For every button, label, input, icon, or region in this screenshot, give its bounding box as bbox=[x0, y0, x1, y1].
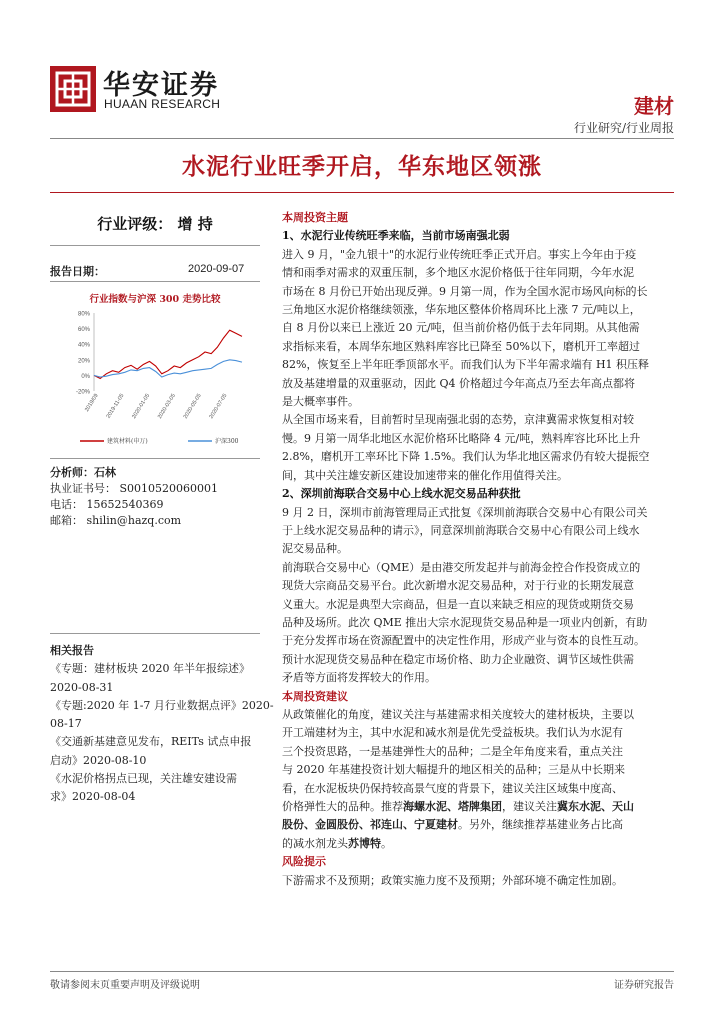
section-heading-investment-advice: 本周投资建议 bbox=[282, 689, 348, 703]
text-line: 情和雨季对需求的双重压制，多个地区水泥价格低于往年同期，今年水泥 bbox=[282, 266, 634, 280]
y-tick-label: 40% bbox=[77, 342, 90, 349]
x-tick-label: 2020-01-05 bbox=[131, 392, 152, 420]
subheading-cement-season: 1、水泥行业传统旺季来临，当前市场南强北弱 bbox=[282, 229, 510, 243]
text-line: 从政策催化的角度，建议关注与基建需求相关度较大的建材板块，主要以 bbox=[282, 707, 634, 721]
paragraph-qme-approval bbox=[282, 504, 660, 559]
analyst-divider bbox=[50, 633, 260, 634]
date-divider bbox=[50, 281, 260, 282]
text-line: 泥交易品种。 bbox=[282, 542, 348, 556]
x-tick-label: 2020-03-05 bbox=[156, 392, 177, 420]
related-reports-heading: 相关报告 bbox=[50, 644, 94, 657]
y-tick-label: 0% bbox=[81, 373, 90, 380]
legend-label: 建筑材料(申万) bbox=[107, 438, 148, 445]
chart-title: 行业指数与沪深 300 走势比较 bbox=[89, 294, 221, 305]
x-tick-label: 2019-11-05 bbox=[105, 392, 126, 420]
text-segment: 价格弹性大的品种。 bbox=[282, 800, 381, 813]
text-line: 与 2020 年基建投资计划大幅提升的地区相关的品种；三是从中长期来 bbox=[282, 763, 625, 777]
paragraph-investment-advice bbox=[282, 706, 660, 853]
text-segment: 。 bbox=[381, 836, 392, 850]
related-report-line[interactable]: 《水泥价格拐点已现，关注雄安建设需 bbox=[50, 772, 237, 786]
related-reports bbox=[50, 642, 272, 807]
admixture-leader: 苏博特 bbox=[348, 836, 381, 850]
sector-label: 建材 bbox=[634, 94, 674, 118]
report-type: 行业研究/行业周报 bbox=[573, 121, 674, 135]
text-line-admixture bbox=[282, 835, 660, 853]
logo-text-cn: 华安证券 bbox=[103, 70, 219, 101]
text-line: 于上线水泥交易品种的请示》，同意深圳前海联合交易中心有限公司上线水 bbox=[282, 523, 640, 537]
section-heading-investment-theme: 本周投资主题 bbox=[282, 211, 348, 224]
analyst-name: 分析师：石林 bbox=[50, 466, 116, 479]
y-tick-label: 80% bbox=[77, 311, 90, 318]
section-heading-risk: 风险提示 bbox=[282, 855, 326, 869]
header-divider bbox=[50, 138, 674, 139]
rating-divider bbox=[50, 245, 260, 246]
text-line: 看，在水泥板块仍保持较高景气度的背景下，建议关注区域集中度高、 bbox=[282, 781, 623, 795]
logo-mark-icon bbox=[50, 66, 96, 112]
text-line: 三角地区水泥价格继续领涨，华东地区整体价格周环比上涨 7 元/吨以上， bbox=[282, 303, 641, 317]
text-line: 慢。9 月第一周华北地区水泥价格环比略降 4 元/吨，熟料库容比环比上升 bbox=[282, 431, 641, 445]
subheading-qme: 2、深圳前海联合交易中心上线水泥交易品种获批 bbox=[282, 487, 521, 501]
paragraph-national-market bbox=[282, 411, 660, 485]
text-line-recommend bbox=[282, 798, 660, 816]
text-line: 进入 9 月，"金九银十"的水泥行业传统旺季正式开启。事实上今年由于疫 bbox=[282, 247, 637, 261]
text-line: 义重大。水泥是典型大宗商品，但是一直以来缺乏相应的现货或期货交易 bbox=[282, 597, 634, 611]
legend-label: 沪深300 bbox=[215, 438, 239, 445]
text-line: 品种及场所。此次 QME 推出大宗水泥现货交易品种是一项业内创新，有助 bbox=[282, 615, 648, 629]
text-line: 现货大宗商品交易平台。此次新增水泥交易品种，对于行业的长期发展意 bbox=[282, 579, 634, 593]
chart-divider bbox=[50, 458, 260, 459]
related-report-line[interactable]: 《专题:2020 年 1-7 月行业数据点评》2020- bbox=[50, 698, 274, 712]
text-line: 求指标来看，本周华东地区熟料库容比已降至 50%以下，磨机开工率超过 bbox=[282, 339, 640, 353]
text-line: 82%，恢复至上半年旺季顶部水平。而我们认为下半年需求端有 H1 积压释 bbox=[282, 358, 650, 372]
y-tick-label: 60% bbox=[77, 327, 90, 334]
series-line bbox=[94, 330, 242, 378]
x-tick-label: 2020-05-05 bbox=[182, 392, 203, 420]
paragraph-qme-intro bbox=[282, 559, 660, 688]
x-tick-label: 2020-07-05 bbox=[208, 392, 229, 420]
text-line: 市场在 8 月份已开始出现反弹。9 月第一周，作为全国水泥市场风向标的长 bbox=[282, 284, 648, 298]
y-tick-label: 20% bbox=[77, 358, 90, 365]
analyst-email[interactable]: 邮箱： shilin@hazq.com bbox=[50, 514, 182, 527]
text-line: 从全国市场来看，目前暂时呈现南强北弱的态势，京津冀需求恢复相对较 bbox=[282, 413, 634, 427]
text-line: 放及基建增量的双重驱动，因此 Q4 价格超过今年高点乃至去年高点都将 bbox=[282, 376, 636, 390]
text-line: 是大概率事件。 bbox=[282, 395, 359, 409]
text-line: 矛盾等方面将发挥较大的作用。 bbox=[282, 671, 436, 685]
text-line: 间，其中关注雄安新区建设加速带来的催化作用值得关注。 bbox=[282, 468, 568, 482]
footer-divider bbox=[50, 971, 674, 972]
text-line: 2.8%，磨机开工率环比下降 1.5%。我们认为华北地区需求仍有较大提振空 bbox=[282, 450, 650, 464]
related-report-line: 2020-08-31 bbox=[50, 680, 114, 694]
report-date-label: 报告日期： bbox=[50, 265, 105, 278]
text-line: 于充分发挥市场在资源配置中的决定性作用，形成产业与资本的良性互动。 bbox=[282, 634, 645, 648]
text-segment: 。另外，继续推荐基建业务占比高 bbox=[458, 818, 623, 832]
analyst-license: 执业证书号： S0010520060001 bbox=[50, 482, 219, 495]
y-tick-label: -20% bbox=[75, 389, 90, 396]
text-segment: 推荐 bbox=[381, 800, 403, 813]
related-report-line[interactable]: 《专题：建材板块 2020 年半年报综述》 bbox=[50, 662, 250, 676]
text-line: 开工端建材为主，其中水泥和减水剂是优先受益板块。我们认为水泥有 bbox=[282, 726, 623, 740]
x-tick-label: 2019/09 bbox=[84, 392, 100, 413]
text-line: 三个投资思路，一是基建弹性大的品种；二是全年角度来看，重点关注 bbox=[282, 744, 623, 758]
text-line: 自 8 月份以来已上涨近 20 元/吨，但当前价格仍低于去年同期。从其他需 bbox=[282, 321, 640, 335]
analyst-info bbox=[50, 465, 265, 529]
text-segment: ，建议关注 bbox=[502, 800, 557, 813]
watch-stocks: 股份、金圆股份、祁连山、宁夏建材 bbox=[282, 818, 458, 832]
related-report-line[interactable]: 求》2020-08-04 bbox=[50, 790, 136, 804]
analyst-phone: 电话： 15652540369 bbox=[50, 498, 164, 511]
logo-text-en: HUAAN RESEARCH bbox=[104, 97, 221, 111]
index-comparison-chart bbox=[50, 303, 260, 453]
watch-stocks: 冀东水泥、天山 bbox=[557, 800, 634, 813]
report-date: 2020-09-07 bbox=[188, 263, 245, 275]
recommended-stocks: 海螺水泥、塔牌集团 bbox=[403, 800, 502, 813]
page-title: 水泥行业旺季开启，华东地区领涨 bbox=[182, 153, 542, 180]
footer-disclaimer[interactable]: 敬请参阅末页重要声明及评级说明 bbox=[50, 980, 200, 991]
text-line-watch bbox=[282, 816, 660, 834]
footer-report-label: 证券研究报告 bbox=[614, 980, 674, 991]
logo-mark bbox=[50, 66, 96, 112]
series-line bbox=[94, 360, 242, 377]
text-line: 9 月 2 日，深圳市前海管理局正式批复《深圳前海联合交易中心有限公司关 bbox=[282, 505, 648, 519]
related-report-line[interactable]: 《交通新基建意见发布，REITs 试点申报 bbox=[50, 735, 252, 749]
related-report-line[interactable]: 启动》2020-08-10 bbox=[50, 753, 147, 767]
title-divider bbox=[50, 192, 674, 193]
text-segment: 的减水剂龙头 bbox=[282, 836, 348, 850]
text-line: 前海联合交易中心（QME）是由港交所发起并与前海金控合作投资成立的 bbox=[282, 560, 641, 574]
report-body bbox=[282, 209, 660, 890]
paragraph-cement-season bbox=[282, 246, 660, 412]
risk-text: 下游需求不及预期；政策实施力度不及预期；外部环境不确定性加剧。 bbox=[282, 873, 623, 887]
industry-rating: 行业评级： 增 持 bbox=[97, 215, 213, 233]
related-report-line: 08-17 bbox=[50, 717, 82, 731]
text-line: 预计水泥现货交易品种在稳定市场价格、助力企业融资、调节区域性供需 bbox=[282, 652, 634, 666]
